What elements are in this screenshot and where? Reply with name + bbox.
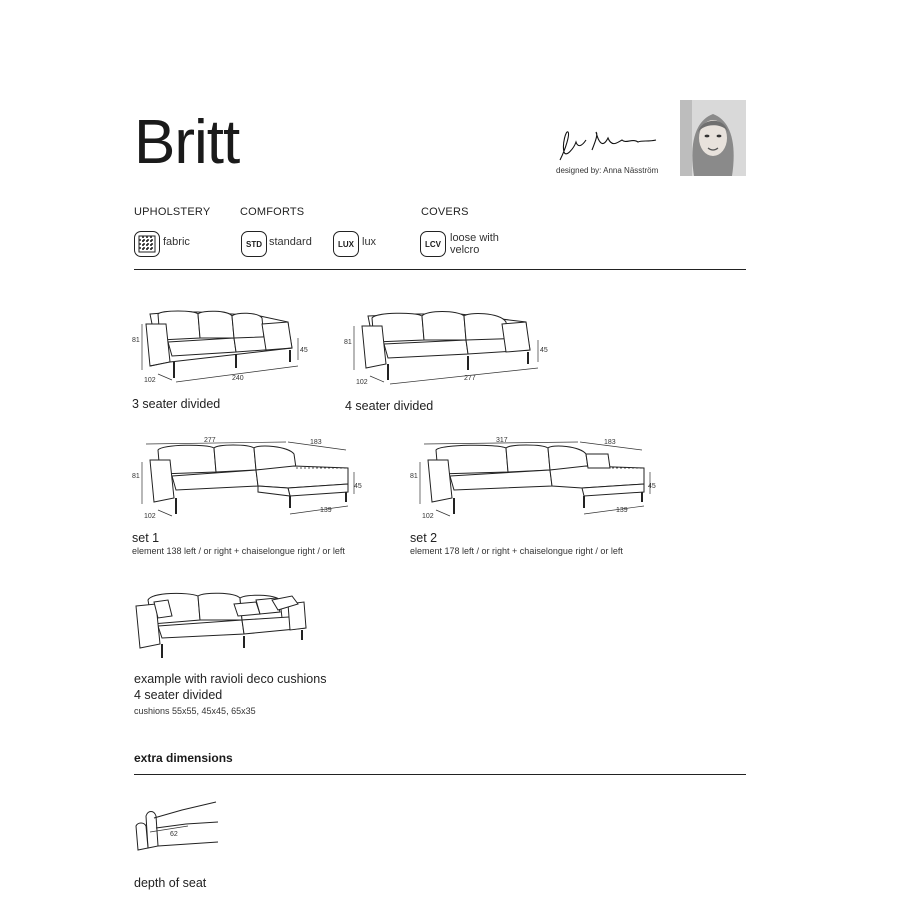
chaise-depth-dim: 139	[320, 507, 332, 514]
height-dim: 81	[410, 473, 418, 480]
extra-dimensions-heading: extra dimensions	[134, 751, 233, 765]
example-caption-line1: example with ravioli deco cushions	[134, 672, 327, 686]
set1-subcaption: element 138 left / or right + chaiselongue right / or left	[132, 546, 345, 556]
std-badge: STD	[241, 231, 267, 257]
set2-drawing	[406, 434, 658, 524]
chaise-top-dim: 183	[310, 439, 322, 446]
four-seater-drawing	[340, 300, 555, 392]
height-dim: 81	[344, 339, 352, 346]
top-width-dim: 317	[496, 437, 508, 444]
depth-dim: 102	[356, 379, 368, 386]
width-dim: 277	[464, 375, 476, 382]
set2-caption: set 2	[410, 531, 438, 545]
seat-height-dim: 45	[648, 483, 656, 490]
depth-dim: 102	[144, 377, 156, 384]
seat-height-dim: 45	[540, 347, 548, 354]
seat-height-dim: 45	[354, 483, 362, 490]
set2-subcaption: element 178 left / or right + chaiselongue right / or left	[410, 546, 623, 556]
standard-label: standard	[269, 236, 312, 248]
extra-divider	[134, 774, 746, 775]
height-dim: 81	[132, 337, 140, 344]
designer-portrait	[680, 100, 746, 176]
designer-signature-icon	[552, 126, 672, 166]
fabric-badge	[134, 231, 160, 257]
set1-caption: set 1	[132, 531, 160, 545]
lux-label: lux	[362, 236, 377, 248]
lux-badge: LUX	[333, 231, 359, 257]
loose-velcro-label: loose with velcro	[450, 232, 499, 256]
covers-heading: COVERS	[421, 206, 469, 218]
chaise-depth-dim: 139	[616, 507, 628, 514]
seat-depth-dim: 62	[170, 831, 178, 838]
example-caption-line2: 4 seater divided	[134, 688, 223, 702]
height-dim: 81	[132, 473, 140, 480]
example-cushions-drawing	[128, 586, 318, 664]
top-width-dim: 277	[204, 437, 216, 444]
depth-of-seat-caption: depth of seat	[134, 876, 207, 890]
seat-height-dim: 45	[300, 347, 308, 354]
three-seater-drawing	[128, 300, 318, 390]
fabric-label: fabric	[163, 236, 190, 248]
product-title: Britt	[134, 108, 240, 177]
three-seater-caption: 3 seater divided	[132, 397, 221, 411]
set1-drawing	[128, 434, 362, 524]
cushion-sizes: cushions 55x55, 45x45, 65x35	[134, 706, 256, 716]
fabric-pattern-icon	[137, 234, 157, 254]
seat-depth-drawing	[130, 798, 222, 862]
depth-dim: 102	[422, 513, 434, 520]
width-dim: 240	[232, 375, 244, 382]
upholstery-heading: UPHOLSTERY	[134, 206, 211, 218]
depth-dim: 102	[144, 513, 156, 520]
lcv-badge: LCV	[420, 231, 446, 257]
chaise-top-dim: 183	[604, 439, 616, 446]
section-divider	[134, 269, 746, 270]
comforts-heading: COMFORTS	[240, 206, 305, 218]
four-seater-caption: 4 seater divided	[345, 399, 434, 413]
designed-by: designed by: Anna Näsström	[556, 166, 659, 175]
